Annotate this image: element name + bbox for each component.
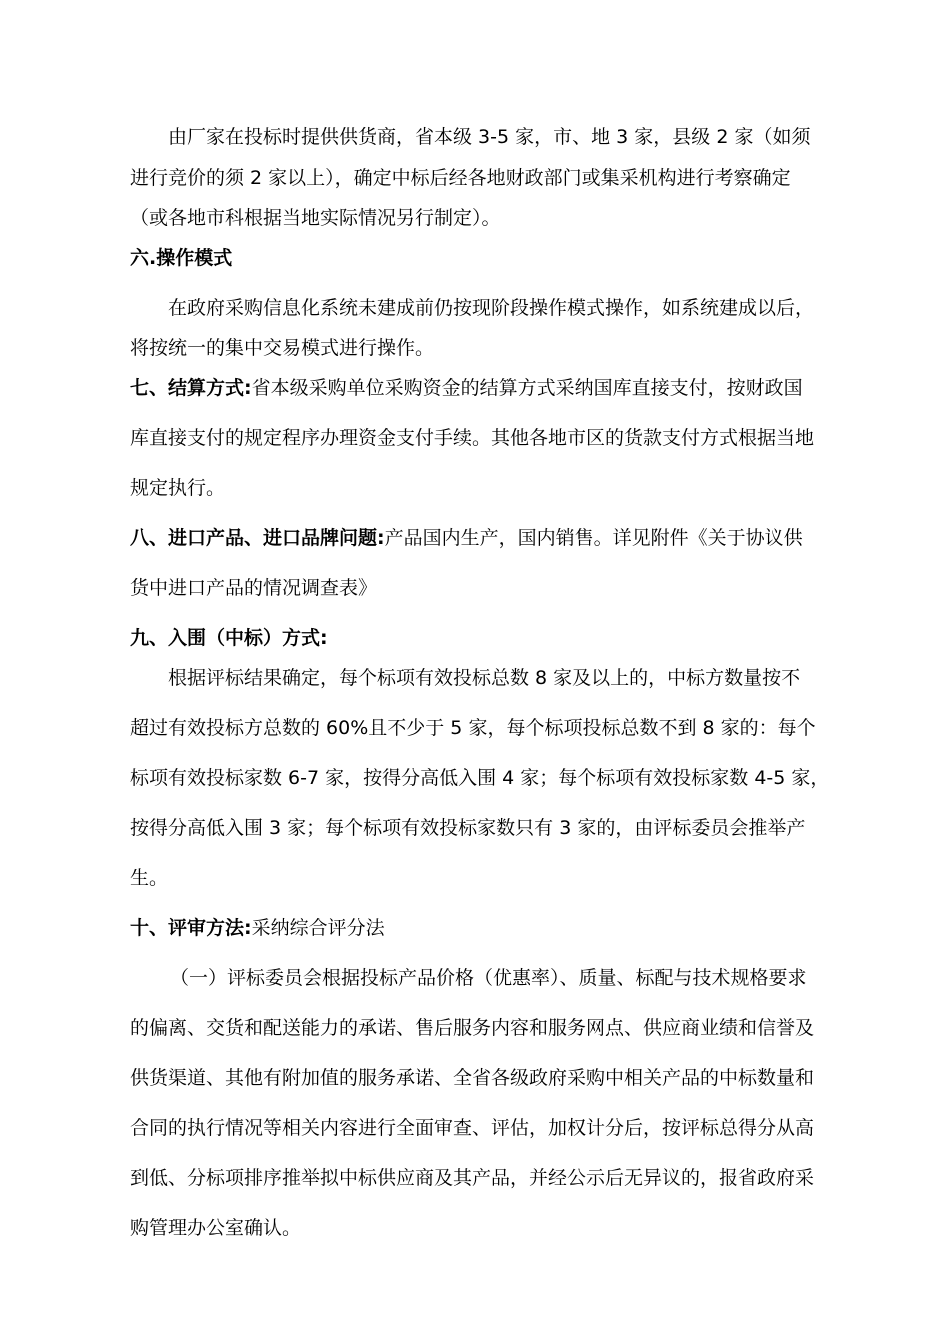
paragraph-text: 由厂家在投标时提供供货商，省本级 3-5 家，市、地 3 家，县级 2 家（如须 bbox=[168, 126, 811, 148]
section-heading-9 bbox=[130, 626, 328, 650]
paragraph-line-23 bbox=[130, 1166, 814, 1190]
paragraph-line-11 bbox=[130, 576, 377, 600]
paragraph-text: 合同的执行情况等相关内容进行全面审查、评估，加权计分后，按评标总得分从高 bbox=[130, 1117, 815, 1139]
section-title: 六.操作模式 bbox=[130, 247, 233, 269]
section-title: 十、评审方法: bbox=[130, 917, 252, 939]
paragraph-line-20 bbox=[130, 1016, 814, 1040]
paragraph-text: 规定执行。 bbox=[130, 477, 226, 499]
section-heading-6 bbox=[130, 246, 232, 270]
paragraph-line-22 bbox=[130, 1116, 814, 1140]
paragraph-line-17 bbox=[130, 866, 168, 890]
paragraph-text: 根据评标结果确定，每个标项有效投标总数 8 家及以上的，中标方数量按不 bbox=[168, 667, 801, 689]
paragraph-text: 按得分高低入围 3 家；每个标项有效投标家数只有 3 家的，由评标委员会推举产 bbox=[130, 817, 806, 839]
paragraph-text: 将按统一的集中交易模式进行操作。 bbox=[130, 337, 435, 359]
section-title: 九、入围（中标）方式: bbox=[130, 627, 328, 649]
paragraph-line-19 bbox=[170, 966, 807, 990]
paragraph-line-1 bbox=[168, 125, 810, 149]
section-text: 省本级采购单位采购资金的结算方式采纳国库直接支付，按财政国 bbox=[251, 377, 803, 399]
paragraph-line-14 bbox=[130, 716, 816, 740]
paragraph-text: 到低、分标项排序推举拟中标供应商及其产品，并经公示后无异议的，报省政府采 bbox=[130, 1167, 815, 1189]
paragraph-text: 在政府采购信息化系统未建成前仍按现阶段操作模式操作，如系统建成以后， bbox=[168, 297, 815, 319]
paragraph-line-13 bbox=[168, 666, 800, 690]
section-heading-7 bbox=[130, 376, 803, 400]
section-heading-10 bbox=[130, 916, 385, 940]
paragraph-line-24 bbox=[130, 1216, 301, 1240]
paragraph-line-5 bbox=[168, 296, 814, 320]
section-text: 产品国内生产，国内销售。详见附件《关于协议供 bbox=[384, 527, 803, 549]
section-text: 采纳综合评分法 bbox=[251, 917, 385, 939]
paragraph-text: 购管理办公室确认。 bbox=[130, 1217, 302, 1239]
paragraph-text: 库直接支付的规定程序办理资金支付手续。其他各地市区的货款支付方式根据当地 bbox=[130, 427, 815, 449]
section-title: 八、进口产品、进口品牌问题: bbox=[130, 527, 385, 549]
paragraph-line-9 bbox=[130, 476, 225, 500]
paragraph-text: 进行竞价的须 2 家以上），确定中标后经各地财政部门或集采机构进行考察确定 bbox=[130, 167, 791, 189]
section-heading-8 bbox=[130, 526, 803, 550]
section-title: 七、结算方式: bbox=[130, 377, 252, 399]
paragraph-text: （一）评标委员会根据投标产品价格（优惠率）、质量、标配与技术规格要求 bbox=[170, 967, 807, 989]
paragraph-text: 标项有效投标家数 6-7 家，按得分高低入围 4 家；每个标项有效投标家数 4-5 家， bbox=[130, 767, 830, 789]
paragraph-line-16 bbox=[130, 816, 805, 840]
paragraph-text: 的偏离、交货和配送能力的承诺、售后服务内容和服务网点、供应商业绩和信誉及 bbox=[130, 1017, 815, 1039]
paragraph-text: 生。 bbox=[130, 867, 169, 889]
paragraph-line-15 bbox=[130, 766, 829, 790]
paragraph-text: （或各地市科根据当地实际情况另行制定）。 bbox=[130, 207, 501, 229]
paragraph-line-6 bbox=[130, 336, 434, 360]
paragraph-text: 超过有效投标方总数的 60%且不少于 5 家，每个标项投标总数不到 8 家的：每个 bbox=[130, 717, 816, 739]
paragraph-line-3 bbox=[130, 206, 501, 230]
paragraph-line-2 bbox=[130, 166, 791, 190]
paragraph-line-21 bbox=[130, 1066, 814, 1090]
paragraph-line-8 bbox=[130, 426, 814, 450]
paragraph-text: 供货渠道、其他有附加值的服务承诺、全省各级政府采购中相关产品的中标数量和 bbox=[130, 1067, 815, 1089]
paragraph-text: 货中进口产品的情况调查表》 bbox=[130, 577, 378, 599]
